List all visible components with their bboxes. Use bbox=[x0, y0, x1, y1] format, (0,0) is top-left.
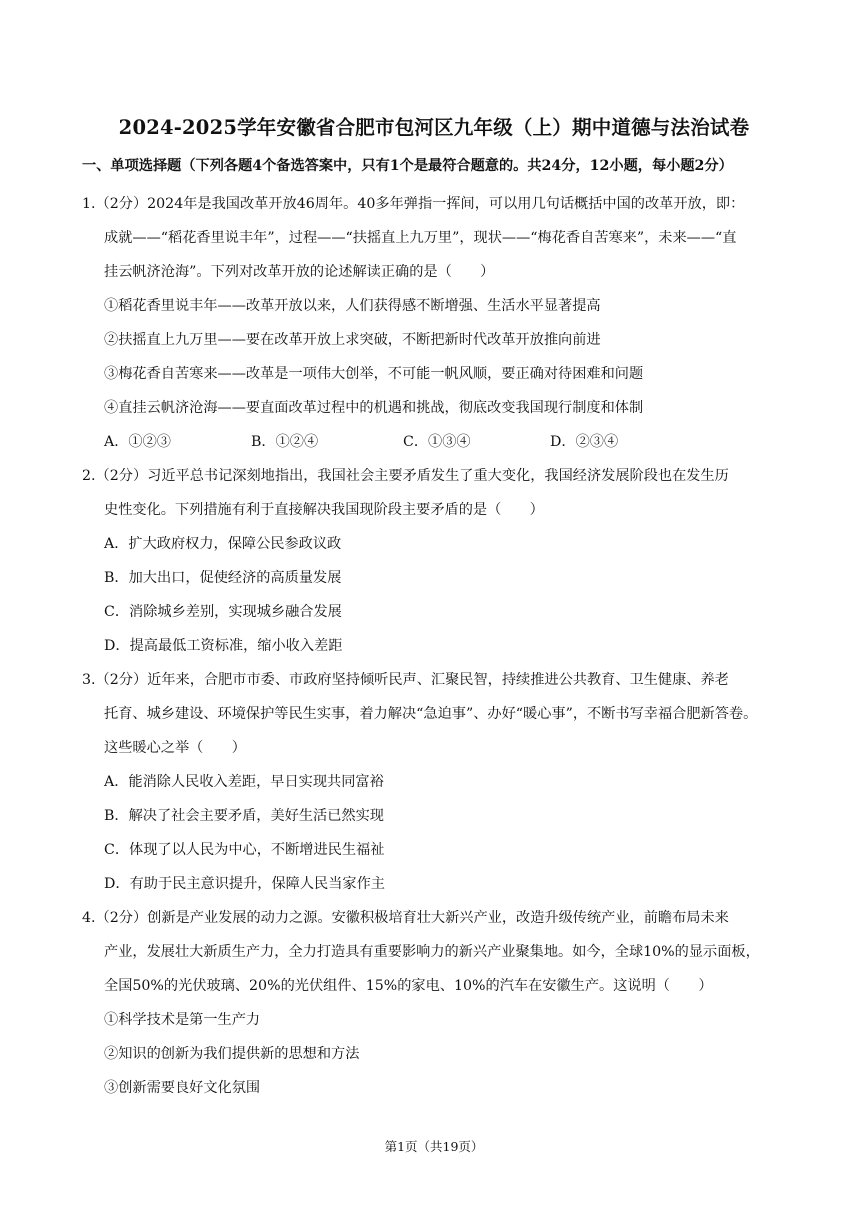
question-stem-line: 成就——“稻花香里说丰年”，过程——“扶摇直上九万里”，现状——“梅花香自苦寒来”，未来——“直 bbox=[104, 230, 737, 246]
option-b: B．加大出口，促使经济的高质量发展 bbox=[104, 570, 342, 586]
question-3 bbox=[82, 663, 802, 901]
option-a: A．扩大政府权力，保障公民参政议政 bbox=[104, 536, 342, 552]
choices-row bbox=[82, 425, 802, 459]
option-b: B．解决了社会主要矛盾，美好生活已然实现 bbox=[104, 808, 384, 824]
option-c: C．体现了以人民为中心，不断增进民生福祉 bbox=[104, 842, 385, 858]
question-1 bbox=[82, 187, 802, 459]
option-d: D．有助于民主意识提升，保障人民当家作主 bbox=[104, 876, 385, 892]
questions-area bbox=[82, 187, 802, 1105]
question-stem-line: 3.（2分）近年来，合肥市市委、市政府坚持倾听民声、汇聚民智，持续推进公共教育、卫生健康、养老 bbox=[82, 672, 729, 688]
question-4 bbox=[82, 901, 802, 1105]
question-stem-line: 2.（2分）习近平总书记深刻地指出，我国社会主要矛盾发生了重大变化，我国经济发展阶段也在发生历 bbox=[82, 468, 729, 484]
question-stem-line: 产业，发展壮大新质生产力，全力打造具有重要影响力的新兴产业聚集地。如今，全球10%的显示面板， bbox=[104, 944, 760, 960]
question-2 bbox=[82, 459, 802, 663]
choice-a: A．①②③ bbox=[104, 434, 171, 450]
question-stem-line: 史性变化。下列措施有利于直接解决我国现阶段主要矛盾的是（ ） bbox=[104, 502, 544, 518]
statement-item: ①稻花香里说丰年——改革开放以来，人们获得感不断增强、生活水平显著提高 bbox=[104, 298, 601, 314]
question-stem-line: 挂云帆济沧海”。下列对改革开放的论述解读正确的是（ ） bbox=[104, 264, 495, 280]
option-d: D．提高最低工资标准，缩小收入差距 bbox=[104, 638, 343, 654]
statement-item: ④直挂云帆济沧海——要直面改革过程中的机遇和挑战，彻底改变我国现行制度和体制 bbox=[104, 400, 644, 416]
option-a: A．能消除人民收入差距，早日实现共同富裕 bbox=[104, 774, 384, 790]
statement-item: ②扶摇直上九万里——要在改革开放上求突破，不断把新时代改革开放推向前进 bbox=[104, 332, 601, 348]
page-footer: 第1页（共19页） bbox=[384, 1139, 484, 1154]
option-c: C．消除城乡差别，实现城乡融合发展 bbox=[104, 604, 342, 620]
section-heading: 一、单项选择题（下列各题4个备选答案中，只有1个是最符合题意的。共24分，12小题，每小题2分） bbox=[82, 158, 733, 174]
question-stem-line: 这些暖心之举（ ） bbox=[104, 740, 246, 756]
page-title: 2024-2025学年安徽省合肥市包河区九年级（上）期中道德与法治试卷 bbox=[118, 116, 750, 139]
choice-b: B．①②④ bbox=[251, 434, 319, 450]
statement-item: ③梅花香自苦寒来——改革是一项伟大创举，不可能一帆风顺，要正确对待困难和问题 bbox=[104, 366, 644, 382]
question-stem-line: 1.（2分）2024年是我国改革开放46周年。40多年弹指一挥间，可以用几句话概括中国的改革开放，即： bbox=[82, 196, 745, 212]
statement-item: ③创新需要良好文化氛围 bbox=[104, 1080, 261, 1096]
statement-item: ①科学技术是第一生产力 bbox=[104, 1012, 261, 1028]
question-stem-line: 4.（2分）创新是产业发展的动力之源。安徽积极培育壮大新兴产业，改造升级传统产业，前瞻布局未来 bbox=[82, 910, 729, 926]
statement-item: ②知识的创新为我们提供新的思想和方法 bbox=[104, 1046, 360, 1062]
question-stem-line: 全国50%的光伏玻璃、20%的光伏组件、15%的家电、10%的汽车在安徽生产。这说明（ ） bbox=[104, 978, 713, 994]
question-stem-line: 托育、城乡建设、环境保护等民生实事，着力解决“急迫事”、办好“暖心事”，不断书写幸福合肥新答卷。 bbox=[104, 706, 758, 722]
choice-d: D．②③④ bbox=[550, 434, 619, 450]
choice-c: C．①③④ bbox=[403, 434, 471, 450]
